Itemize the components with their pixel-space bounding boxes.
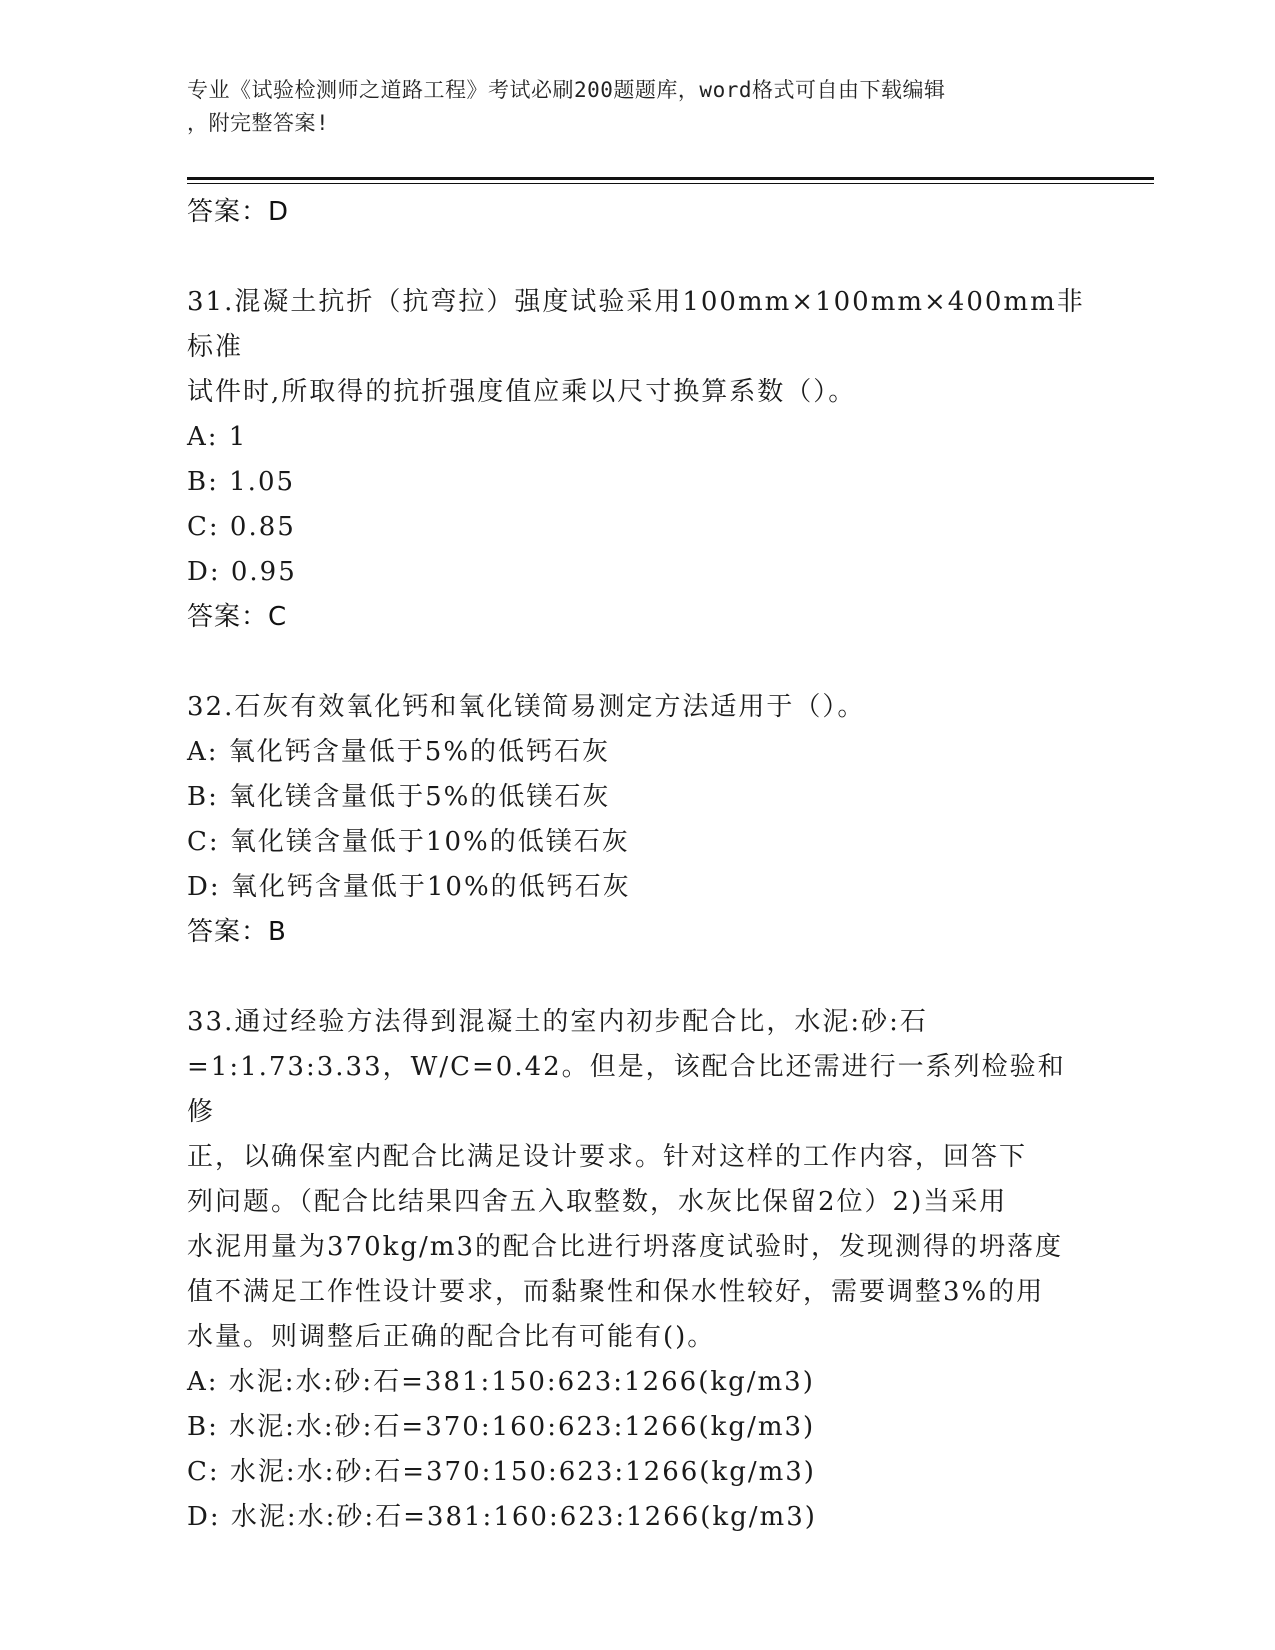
option-b: B: 氧化镁含量低于5%的低镁石灰 bbox=[187, 782, 611, 812]
option-a: A: 氧化钙含量低于5%的低钙石灰 bbox=[187, 737, 611, 767]
document-body bbox=[187, 190, 1087, 1540]
question-32 bbox=[187, 685, 1087, 955]
option-c: C: 0.85 bbox=[187, 512, 296, 542]
spacer bbox=[187, 640, 1087, 685]
answer-32: 答案：B bbox=[187, 917, 287, 947]
question-stem-line: 列问题。（配合比结果四舍五入取整数，水灰比保留2位）2)当采用 bbox=[187, 1187, 1008, 1217]
answer-prev: 答案：D bbox=[187, 197, 290, 227]
answer-31: 答案：C bbox=[187, 602, 288, 632]
question-stem-line: 32.石灰有效氧化钙和氧化镁简易测定方法适用于（）。 bbox=[187, 692, 866, 722]
document-header bbox=[187, 74, 1067, 140]
option-c: C: 氧化镁含量低于10%的低镁石灰 bbox=[187, 827, 630, 857]
header-line-1: 专业《试验检测师之道路工程》考试必刷200题题库，word格式可自由下载编辑 bbox=[187, 78, 946, 102]
spacer bbox=[187, 955, 1087, 1000]
question-stem-line: 31.混凝土抗折（抗弯拉）强度试验采用100mm×100mm×400mm非标准 bbox=[187, 287, 1085, 362]
question-stem-line: 正，以确保室内配合比满足设计要求。针对这样的工作内容，回答下 bbox=[187, 1142, 1028, 1172]
question-33 bbox=[187, 1000, 1087, 1540]
option-b: B: 1.05 bbox=[187, 467, 296, 497]
header-rule-thick bbox=[187, 177, 1154, 180]
option-d: D: 0.95 bbox=[187, 557, 297, 587]
question-stem-line: 试件时,所取得的抗折强度值应乘以尺寸换算系数（）。 bbox=[187, 377, 857, 407]
header-line-2: ，附完整答案! bbox=[187, 111, 330, 135]
question-stem-line: 水泥用量为370kg/m3的配合比进行坍落度试验时，发现测得的坍落度 bbox=[187, 1232, 1063, 1262]
question-stem-line: 33.通过经验方法得到混凝土的室内初步配合比，水泥:砂:石 bbox=[187, 1007, 928, 1037]
option-d: D: 氧化钙含量低于10%的低钙石灰 bbox=[187, 872, 631, 902]
question-31 bbox=[187, 280, 1087, 640]
question-stem-line: 水量。则调整后正确的配合比有可能有()。 bbox=[187, 1322, 716, 1352]
question-stem-line: =1:1.73:3.33，W/C=0.42。但是，该配合比还需进行一系列检验和修 bbox=[187, 1052, 1066, 1127]
spacer bbox=[187, 235, 1087, 280]
option-b: B: 水泥:水:砂:石=370:160:623:1266(kg/m3) bbox=[187, 1412, 816, 1442]
question-stem-line: 值不满足工作性设计要求，而黏聚性和保水性较好，需要调整3%的用 bbox=[187, 1277, 1045, 1307]
option-a: A: 1 bbox=[187, 422, 248, 452]
header-rule-thin bbox=[187, 183, 1154, 184]
option-d: D: 水泥:水:砂:石=381:160:623:1266(kg/m3) bbox=[187, 1502, 817, 1532]
option-a: A: 水泥:水:砂:石=381:150:623:1266(kg/m3) bbox=[187, 1367, 815, 1397]
option-c: C: 水泥:水:砂:石=370:150:623:1266(kg/m3) bbox=[187, 1457, 816, 1487]
